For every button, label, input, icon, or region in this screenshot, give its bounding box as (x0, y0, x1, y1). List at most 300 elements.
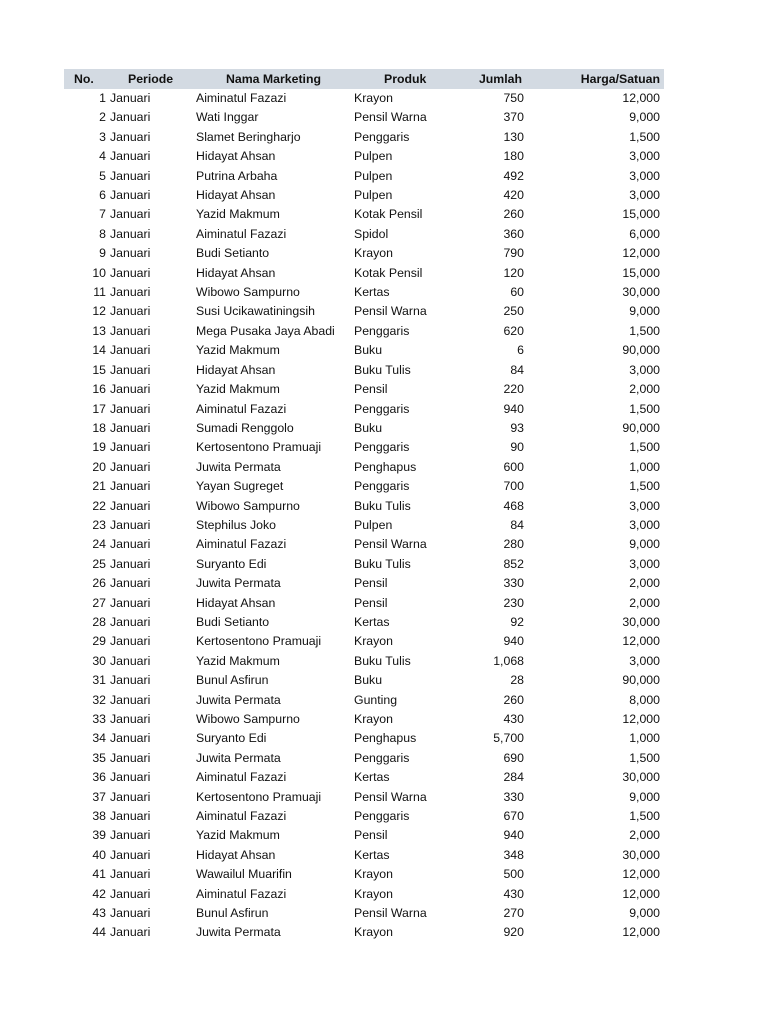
cell-harga-satuan: 12,000 (622, 712, 660, 726)
cell-produk: Buku (354, 420, 383, 435)
cell-produk: Pensil Warna (354, 537, 427, 552)
table-row (64, 923, 664, 942)
cell-jumlah: 620 (503, 323, 524, 338)
table-row (64, 749, 664, 768)
cell-no: 18 (92, 420, 106, 435)
cell-no: 22 (92, 498, 106, 513)
cell-harga-satuan: 2,000 (629, 595, 660, 610)
cell-jumlah: 220 (503, 382, 524, 397)
cell-harga-satuan: 9,000 (629, 304, 660, 319)
cell-jumlah: 430 (503, 712, 524, 726)
cell-no: 5 (99, 168, 106, 183)
cell-no: 20 (92, 459, 106, 474)
cell-harga-satuan: 12,000 (622, 925, 660, 940)
header-no: No. (74, 72, 94, 86)
cell-produk: Krayon (354, 925, 393, 940)
cell-no: 40 (92, 847, 106, 862)
cell-jumlah: 500 (503, 867, 524, 882)
cell-harga-satuan: 3,000 (629, 188, 660, 203)
cell-periode: Januari (110, 188, 151, 203)
cell-jumlah: 284 (503, 770, 524, 785)
cell-nama-marketing: Budi Setianto (196, 614, 270, 629)
cell-nama-marketing: Budi Setianto (196, 246, 270, 261)
cell-periode: Januari (110, 653, 151, 668)
cell-harga-satuan: 9,000 (629, 789, 660, 804)
cell-periode: Januari (110, 906, 151, 921)
cell-harga-satuan: 1,500 (629, 129, 660, 144)
table-row (64, 613, 664, 632)
cell-produk: Pensil Warna (354, 110, 427, 125)
cell-nama-marketing: Kertosentono Pramuaji (196, 789, 322, 804)
table-row (64, 846, 664, 865)
cell-nama-marketing: Hidayat Ahsan (196, 149, 276, 164)
cell-jumlah: 690 (503, 750, 524, 765)
cell-periode: Januari (110, 750, 151, 765)
cell-periode: Januari (110, 847, 151, 862)
cell-nama-marketing: Aiminatul Fazazi (196, 401, 287, 416)
cell-periode: Januari (110, 576, 151, 591)
cell-no: 32 (92, 692, 106, 707)
table-row (64, 341, 664, 360)
cell-produk: Gunting (354, 692, 398, 707)
cell-produk: Pensil (354, 382, 388, 397)
cell-nama-marketing: Hidayat Ahsan (196, 847, 276, 862)
cell-nama-marketing: Aiminatul Fazazi (196, 886, 287, 901)
table-row (64, 788, 664, 807)
cell-produk: Buku Tulis (354, 556, 411, 571)
cell-periode: Januari (110, 129, 151, 144)
cell-harga-satuan: 9,000 (629, 906, 660, 921)
cell-periode: Januari (110, 91, 151, 105)
cell-jumlah: 84 (510, 517, 524, 532)
cell-produk: Krayon (354, 91, 393, 105)
header-nama-marketing: Nama Marketing (226, 72, 321, 86)
table-row (64, 807, 664, 826)
cell-nama-marketing: Juwita Permata (196, 576, 281, 591)
header-row (64, 69, 664, 89)
cell-produk: Krayon (354, 867, 393, 882)
cell-produk: Pensil (354, 595, 388, 610)
cell-harga-satuan: 30,000 (622, 770, 660, 785)
cell-produk: Pensil Warna (354, 304, 427, 319)
table-row (64, 322, 664, 341)
cell-no: 13 (92, 323, 106, 338)
cell-harga-satuan: 90,000 (622, 420, 660, 435)
table-row (64, 458, 664, 477)
cell-no: 39 (92, 828, 106, 843)
cell-nama-marketing: Yazid Makmum (196, 653, 280, 668)
cell-harga-satuan: 2,000 (629, 576, 660, 591)
cell-no: 21 (92, 479, 106, 494)
table-row (64, 652, 664, 671)
table-row (64, 225, 664, 244)
cell-produk: Penggaris (354, 401, 410, 416)
cell-periode: Januari (110, 362, 151, 377)
table-row (64, 283, 664, 302)
cell-no: 19 (92, 440, 106, 455)
cell-no: 3 (99, 129, 106, 144)
table-row (64, 186, 664, 205)
cell-harga-satuan: 12,000 (622, 886, 660, 901)
cell-nama-marketing: Wibowo Sampurno (196, 498, 300, 513)
table-row (64, 691, 664, 710)
cell-nama-marketing: Suryanto Edi (196, 731, 267, 746)
cell-periode: Januari (110, 343, 151, 358)
cell-nama-marketing: Mega Pusaka Jaya Abadi (196, 323, 335, 338)
table-row (64, 671, 664, 690)
cell-jumlah: 940 (503, 828, 524, 843)
cell-produk: Penggaris (354, 479, 410, 494)
cell-harga-satuan: 1,500 (629, 401, 660, 416)
cell-produk: Krayon (354, 886, 393, 901)
cell-nama-marketing: Wati Inggar (196, 110, 259, 125)
cell-harga-satuan: 3,000 (629, 362, 660, 377)
cell-harga-satuan: 90,000 (622, 343, 660, 358)
cell-periode: Januari (110, 401, 151, 416)
cell-produk: Krayon (354, 634, 393, 649)
cell-no: 27 (92, 595, 106, 610)
cell-nama-marketing: Hidayat Ahsan (196, 595, 276, 610)
cell-produk: Pulpen (354, 168, 393, 183)
cell-jumlah: 60 (510, 285, 524, 300)
cell-no: 17 (92, 401, 106, 416)
cell-jumlah: 120 (503, 265, 524, 280)
cell-harga-satuan: 3,000 (629, 149, 660, 164)
cell-produk: Kertas (354, 770, 390, 785)
cell-periode: Januari (110, 323, 151, 338)
cell-periode: Januari (110, 673, 151, 688)
table-row (64, 885, 664, 904)
cell-produk: Penggaris (354, 809, 410, 824)
table-row (64, 419, 664, 438)
cell-periode: Januari (110, 556, 151, 571)
cell-no: 33 (92, 712, 106, 726)
cell-harga-satuan: 8,000 (629, 692, 660, 707)
cell-jumlah: 700 (503, 479, 524, 494)
table-header (64, 69, 664, 89)
cell-nama-marketing: Juwita Permata (196, 925, 281, 940)
cell-nama-marketing: Aiminatul Fazazi (196, 537, 287, 552)
cell-jumlah: 28 (510, 673, 524, 688)
cell-nama-marketing: Wibowo Sampurno (196, 712, 300, 726)
cell-produk: Buku Tulis (354, 653, 411, 668)
table-row (64, 244, 664, 263)
cell-periode: Januari (110, 828, 151, 843)
table-row (64, 128, 664, 147)
cell-jumlah: 468 (503, 498, 524, 513)
header-harga-satuan: Harga/Satuan (580, 72, 660, 86)
cell-produk: Penggaris (354, 323, 410, 338)
cell-harga-satuan: 3,000 (629, 168, 660, 183)
cell-nama-marketing: Juwita Permata (196, 459, 281, 474)
cell-periode: Januari (110, 692, 151, 707)
table-row (64, 205, 664, 224)
cell-harga-satuan: 2,000 (629, 382, 660, 397)
table-row (64, 477, 664, 496)
table-body (64, 89, 664, 943)
cell-jumlah: 940 (503, 634, 524, 649)
cell-periode: Januari (110, 168, 151, 183)
cell-jumlah: 670 (503, 809, 524, 824)
cell-harga-satuan: 12,000 (622, 246, 660, 261)
cell-produk: Pensil (354, 576, 388, 591)
cell-jumlah: 90 (510, 440, 524, 455)
cell-harga-satuan: 1,500 (629, 809, 660, 824)
cell-jumlah: 920 (503, 925, 524, 940)
cell-produk: Penggaris (354, 750, 410, 765)
cell-periode: Januari (110, 246, 151, 261)
table-row (64, 89, 664, 108)
table-row (64, 826, 664, 845)
cell-jumlah: 940 (503, 401, 524, 416)
sales-sheet (64, 69, 664, 943)
cell-nama-marketing: Yazid Makmum (196, 207, 280, 222)
cell-no: 26 (92, 576, 106, 591)
cell-periode: Januari (110, 304, 151, 319)
cell-produk: Kertas (354, 285, 390, 300)
cell-periode: Januari (110, 867, 151, 882)
cell-no: 25 (92, 556, 106, 571)
table-row (64, 904, 664, 923)
cell-nama-marketing: Aiminatul Fazazi (196, 770, 287, 785)
table-row (64, 729, 664, 748)
cell-no: 8 (99, 226, 106, 241)
cell-harga-satuan: 15,000 (622, 265, 660, 280)
cell-no: 28 (92, 614, 106, 629)
cell-harga-satuan: 3,000 (629, 653, 660, 668)
cell-produk: Buku (354, 673, 383, 688)
cell-no: 23 (92, 517, 106, 532)
cell-jumlah: 750 (503, 91, 524, 105)
cell-periode: Januari (110, 634, 151, 649)
cell-jumlah: 270 (503, 906, 524, 921)
table-row (64, 302, 664, 321)
cell-produk: Penggaris (354, 440, 410, 455)
cell-jumlah: 348 (503, 847, 524, 862)
cell-periode: Januari (110, 537, 151, 552)
cell-no: 9 (99, 246, 106, 261)
cell-jumlah: 280 (503, 537, 524, 552)
cell-no: 30 (92, 653, 106, 668)
table-row (64, 497, 664, 516)
cell-jumlah: 430 (503, 886, 524, 901)
cell-harga-satuan: 9,000 (629, 110, 660, 125)
cell-no: 4 (99, 149, 106, 164)
table-row (64, 535, 664, 554)
cell-nama-marketing: Bunul Asfirun (196, 673, 269, 688)
cell-produk: Krayon (354, 712, 393, 726)
cell-harga-satuan: 1,500 (629, 323, 660, 338)
cell-jumlah: 84 (510, 362, 524, 377)
cell-no: 41 (92, 867, 106, 882)
cell-periode: Januari (110, 886, 151, 901)
cell-nama-marketing: Putrina Arbaha (196, 168, 278, 183)
cell-nama-marketing: Hidayat Ahsan (196, 188, 276, 203)
cell-no: 36 (92, 770, 106, 785)
cell-periode: Januari (110, 498, 151, 513)
table-row (64, 768, 664, 787)
cell-jumlah: 230 (503, 595, 524, 610)
cell-nama-marketing: Hidayat Ahsan (196, 362, 276, 377)
cell-no: 29 (92, 634, 106, 649)
cell-periode: Januari (110, 517, 151, 532)
cell-harga-satuan: 15,000 (622, 207, 660, 222)
cell-periode: Januari (110, 614, 151, 629)
cell-no: 37 (92, 789, 106, 804)
cell-harga-satuan: 1,500 (629, 440, 660, 455)
cell-no: 11 (93, 285, 106, 300)
cell-nama-marketing: Juwita Permata (196, 692, 281, 707)
header-produk: Produk (384, 72, 427, 86)
cell-harga-satuan: 1,500 (629, 750, 660, 765)
cell-no: 31 (92, 673, 106, 688)
table-row (64, 380, 664, 399)
cell-periode: Januari (110, 789, 151, 804)
cell-nama-marketing: Sumadi Renggolo (196, 420, 294, 435)
cell-produk: Spidol (354, 226, 389, 241)
cell-nama-marketing: Susi Ucikawatiningsih (196, 304, 315, 319)
cell-harga-satuan: 90,000 (622, 673, 660, 688)
cell-no: 35 (92, 750, 106, 765)
cell-periode: Januari (110, 459, 151, 474)
table-row (64, 594, 664, 613)
cell-nama-marketing: Kertosentono Pramuaji (196, 634, 322, 649)
cell-periode: Januari (110, 731, 151, 746)
cell-produk: Buku Tulis (354, 498, 411, 513)
cell-harga-satuan: 1,500 (629, 479, 660, 494)
cell-jumlah: 790 (503, 246, 524, 261)
cell-jumlah: 600 (503, 459, 524, 474)
cell-no: 42 (92, 886, 106, 901)
cell-jumlah: 492 (503, 168, 524, 183)
cell-periode: Januari (110, 925, 151, 940)
cell-periode: Januari (110, 809, 151, 824)
cell-nama-marketing: Yazid Makmum (196, 343, 280, 358)
table-row (64, 555, 664, 574)
table-row (64, 400, 664, 419)
cell-periode: Januari (110, 712, 151, 726)
cell-no: 43 (92, 906, 106, 921)
cell-jumlah: 250 (503, 304, 524, 319)
cell-produk: Kotak Pensil (354, 207, 423, 222)
cell-jumlah: 1,068 (493, 653, 524, 668)
cell-harga-satuan: 3,000 (629, 556, 660, 571)
cell-nama-marketing: Wibowo Sampurno (196, 285, 300, 300)
cell-harga-satuan: 30,000 (622, 285, 660, 300)
header-periode: Periode (128, 72, 174, 86)
cell-no: 14 (92, 343, 106, 358)
cell-jumlah: 330 (503, 789, 524, 804)
table-row (64, 147, 664, 166)
cell-periode: Januari (110, 382, 151, 397)
cell-no: 44 (92, 925, 106, 940)
cell-jumlah: 92 (510, 614, 524, 629)
cell-no: 24 (92, 537, 106, 552)
cell-periode: Januari (110, 770, 151, 785)
cell-periode: Januari (110, 265, 151, 280)
cell-nama-marketing: Aiminatul Fazazi (196, 91, 287, 105)
cell-periode: Januari (110, 149, 151, 164)
cell-produk: Penghapus (354, 459, 417, 474)
cell-periode: Januari (110, 226, 151, 241)
cell-harga-satuan: 12,000 (622, 91, 660, 105)
cell-no: 12 (92, 304, 106, 319)
cell-nama-marketing: Stephilus Joko (196, 517, 276, 532)
cell-produk: Pulpen (354, 188, 393, 203)
table-row (64, 865, 664, 884)
cell-harga-satuan: 1,000 (629, 459, 660, 474)
cell-nama-marketing: Yazid Makmum (196, 382, 280, 397)
cell-jumlah: 6 (517, 343, 524, 358)
table-row (64, 710, 664, 729)
cell-harga-satuan: 1,000 (629, 731, 660, 746)
cell-produk: Pensil Warna (354, 906, 427, 921)
cell-nama-marketing: Yayan Sugreget (196, 479, 284, 494)
cell-produk: Kotak Pensil (354, 265, 423, 280)
cell-produk: Kertas (354, 614, 390, 629)
cell-harga-satuan: 30,000 (622, 614, 660, 629)
cell-jumlah: 330 (503, 576, 524, 591)
cell-no: 16 (92, 382, 106, 397)
cell-periode: Januari (110, 207, 151, 222)
cell-periode: Januari (110, 420, 151, 435)
cell-nama-marketing: Yazid Makmum (196, 828, 280, 843)
cell-produk: Penggaris (354, 129, 410, 144)
cell-nama-marketing: Aiminatul Fazazi (196, 809, 287, 824)
cell-harga-satuan: 9,000 (629, 537, 660, 552)
cell-no: 38 (92, 809, 106, 824)
cell-harga-satuan: 6,000 (629, 226, 660, 241)
cell-nama-marketing: Kertosentono Pramuaji (196, 440, 322, 455)
table-row (64, 167, 664, 186)
table-row (64, 438, 664, 457)
cell-jumlah: 130 (503, 129, 524, 144)
cell-harga-satuan: 12,000 (622, 634, 660, 649)
table-row (64, 264, 664, 283)
cell-harga-satuan: 12,000 (622, 867, 660, 882)
cell-jumlah: 370 (503, 110, 524, 125)
cell-jumlah: 260 (503, 207, 524, 222)
cell-produk: Penghapus (354, 731, 417, 746)
cell-periode: Januari (110, 440, 151, 455)
table-row (64, 361, 664, 380)
cell-nama-marketing: Bunul Asfirun (196, 906, 269, 921)
cell-produk: Pensil (354, 828, 388, 843)
cell-periode: Januari (110, 110, 151, 125)
cell-nama-marketing: Hidayat Ahsan (196, 265, 276, 280)
cell-produk: Pensil Warna (354, 789, 427, 804)
cell-no: 1 (99, 91, 106, 105)
table-row (64, 516, 664, 535)
cell-jumlah: 360 (503, 226, 524, 241)
cell-no: 2 (99, 110, 106, 125)
table-row (64, 632, 664, 651)
cell-jumlah: 180 (503, 149, 524, 164)
cell-produk: Buku (354, 343, 383, 358)
cell-nama-marketing: Suryanto Edi (196, 556, 267, 571)
cell-produk: Kertas (354, 847, 390, 862)
cell-no: 15 (92, 362, 106, 377)
cell-periode: Januari (110, 595, 151, 610)
cell-no: 34 (92, 731, 106, 746)
cell-produk: Pulpen (354, 517, 393, 532)
cell-produk: Buku Tulis (354, 362, 411, 377)
cell-jumlah: 5,700 (493, 731, 524, 746)
cell-jumlah: 260 (503, 692, 524, 707)
cell-harga-satuan: 3,000 (629, 517, 660, 532)
sales-table (64, 69, 664, 943)
cell-jumlah: 93 (510, 420, 524, 435)
